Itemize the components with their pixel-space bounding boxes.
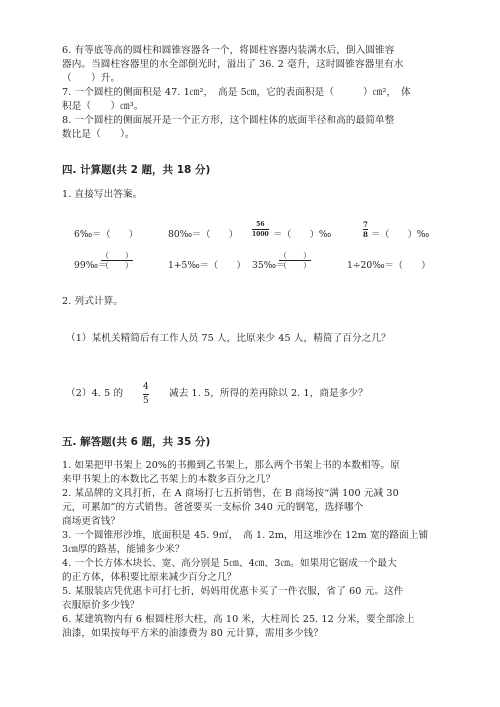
fraction-denominator: （ ） [101,261,133,270]
s5-q4-line-1: 4. 一个长方体木块长、宽、高分别是 5㎝、4㎝、3㎝。如果用它锯成一个最大 [62,558,397,569]
fraction-numerator: 4 [143,382,149,392]
s5-q4-line-2: 的正方体，体积要比原来减少百分之几？ [62,572,237,583]
q6-line-3: （ ）升。 [62,73,121,84]
s5-q3-line-1: 3. 一个圆锥形沙堆，底面积是 45. 9㎡， 高 1. 2m，用这堆沙在 12m 宽的路面上铺 [62,530,429,541]
fraction-denominator: 8 [363,230,368,239]
calc-r2c2: 1+5‰＝（ ） [168,260,246,271]
calc-r2c1-fraction [101,251,133,270]
fraction-numerator: 7 [363,220,368,229]
fraction-denominator: 1000 [252,231,269,238]
fraction-numerator: （ ） [279,251,311,260]
section-5-heading: 五. 解答题(共 6 题，共 35 分) [62,436,211,448]
s5-q1-line-1: 1. 如果把甲书架上 20%的书搬到乙书架上，那么两个书架上书的本数相等。原 [62,460,400,471]
s5-q2-line-2: 元，可累加”的方式销售。爸爸要买一支标价 340 元的钢笔，选择哪个 [62,502,364,513]
calc-r1c3-rest: ＝（ ）‰ [273,229,332,240]
fraction-numerator: 56 [256,221,265,228]
q6-line-1: 6. 有等底等高的圆柱和圆锥容器各一个，将圆柱容器内装满水后，倒入圆锥容 [62,45,395,56]
calc-part-1-title: 1. 直接写出答案。 [62,189,143,200]
calc-part-2-q2-rest: 减去 1. 5，所得的差再除以 2. 1，商是多少？ [169,388,368,399]
s5-q1-line-2: 来甲书架上的本数比乙书架上的本数多百分之几？ [62,474,276,485]
s5-q3-line-2: 3㎝厚的路基，能铺多少米？ [62,544,185,555]
calc-r1c4-rest: ＝（ ）‰ [371,229,430,240]
s5-q6-line-2: 油漆，如果按每平方米的油漆费为 80 元计算，需用多少钱？ [62,628,324,639]
calc-r2c3-fraction [279,251,311,270]
calc-r2c4: 1÷20‰＝（ ） [347,260,431,271]
section-4-heading: 四. 计算题(共 2 题，共 18 分) [62,164,211,176]
fraction-denominator: 5 [143,396,149,406]
s5-q2-line-1: 2. 某品牌的文具打折，在 A 商场打七五折销售，在 B 商场按“满 100 元减 30 [62,488,399,499]
calc-r2c1-prefix: 99‰＝ [74,260,108,271]
q7-line-2: 积是（ ）㎝³。 [62,101,144,112]
calc-r1c3-fraction [252,221,269,238]
s5-q5-line-1: 5. 某服装店凭优惠卡可打七折，妈妈用优惠卡买了一件衣服，省了 60 元。这件 [62,586,404,597]
calc-part-2-q1: （1）某机关精简后有工作人员 75 人，比原来少 45 人，精简了百分之几？ [66,333,391,344]
q6-line-2: 器内。当圆柱容器里的水全部倒光时，溢出了 36. 2 毫升，这时圆锥容器里有水 [62,59,404,70]
calc-part-2-title: 2. 列式计算。 [62,296,123,307]
s5-q6-line-1: 6. 某建筑物内有 6 根圆柱形大柱，高 10 米，大柱周长 25. 12 分米，要全部涂上 [62,614,415,625]
s5-q2-line-3: 商场更省钱？ [62,516,121,527]
q7-line-1: 7. 一个圆柱的侧面积是 47. 1㎝²， 高是 5㎝，它的表面积是（ ）㎝²， 体 [62,87,411,98]
calc-r1c1: 6‰＝（ ） [74,229,139,240]
calc-r2c3-prefix: 35‰＝ [252,260,286,271]
calc-r1c4-fraction [363,221,368,238]
calc-part-2-q2-prefix: （2）4. 5 的 [66,388,124,399]
fraction-denominator: （ ） [279,261,311,270]
q8-line-2: 数比是（ ）。 [62,129,135,140]
fraction-numerator: （ ） [101,251,133,260]
q8-line-1: 8. 一个圆柱的侧面展开是一个正方形，这个圆柱体的底面半径和高的最简单整 [62,115,395,126]
s5-q5-line-2: 衣服原价多少钱？ [62,600,140,611]
calc-r1c2: 80‰＝（ ） [168,229,238,240]
calc-part-2-q2-fraction [143,382,149,407]
